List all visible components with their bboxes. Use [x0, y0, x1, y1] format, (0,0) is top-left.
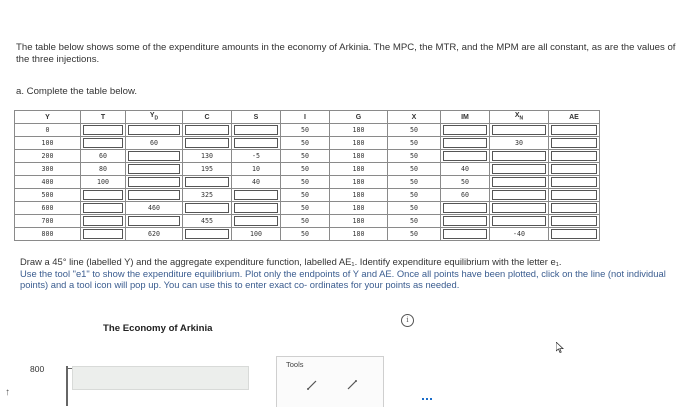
- instruction-line-2: Use the tool "e1" to show the expenditure equilibrium. Plot only the endpoints of Y and AE. Once all points have been plotted, click on the line (not individual points) and a tool icon will pop up. You can use this to enter exact co- ordinates for your points as needed.: [20, 267, 666, 290]
- answer-input-cell[interactable]: [490, 150, 549, 163]
- table-cell: 180: [330, 124, 388, 137]
- answer-input-cell[interactable]: [126, 124, 183, 137]
- answer-input-cell[interactable]: [232, 137, 281, 150]
- table-cell: 50: [388, 215, 441, 228]
- answer-input-cell[interactable]: [441, 215, 490, 228]
- answer-input-cell[interactable]: [549, 150, 600, 163]
- column-header-1: T: [81, 111, 126, 124]
- table-cell: 50: [388, 124, 441, 137]
- table-cell: 50: [388, 228, 441, 241]
- table-row: [15, 189, 600, 202]
- table-row: [15, 124, 600, 137]
- column-header-9: $X_N$: [490, 111, 549, 124]
- answer-input-cell[interactable]: [81, 202, 126, 215]
- answer-input-cell[interactable]: [81, 228, 126, 241]
- answer-input-cell[interactable]: [81, 124, 126, 137]
- table-cell: -40: [490, 228, 549, 241]
- answer-input-cell[interactable]: [183, 124, 232, 137]
- table-row: [15, 137, 600, 150]
- column-header-10: AE: [549, 111, 600, 124]
- table-cell: 180: [330, 137, 388, 150]
- answer-input-cell[interactable]: [232, 202, 281, 215]
- answer-input-cell[interactable]: [549, 215, 600, 228]
- answer-input-cell[interactable]: [549, 124, 600, 137]
- answer-input-cell[interactable]: [232, 124, 281, 137]
- table-cell: 50: [281, 215, 330, 228]
- answer-input-cell[interactable]: [81, 137, 126, 150]
- line-tool-2-icon[interactable]: [342, 376, 362, 394]
- table-cell: 180: [330, 215, 388, 228]
- answer-input-cell[interactable]: [549, 189, 600, 202]
- table-row: [15, 202, 600, 215]
- expenditure-table: [14, 110, 600, 241]
- table-cell: 620: [126, 228, 183, 241]
- table-cell: 50: [281, 189, 330, 202]
- intro-text: The table below shows some of the expenditure amounts in the economy of Arkinia. The MPC, the MTR, and the MPM are all constant, as are the values of the three injections.: [16, 42, 676, 65]
- answer-input-cell[interactable]: [126, 215, 183, 228]
- column-header-7: X: [388, 111, 441, 124]
- table-cell: 50: [388, 150, 441, 163]
- y-axis: [66, 366, 68, 406]
- table-cell: 50: [281, 124, 330, 137]
- table-cell: 180: [330, 150, 388, 163]
- column-header-4: S: [232, 111, 281, 124]
- table-cell: 50: [281, 163, 330, 176]
- table-cell: 0: [15, 124, 81, 137]
- answer-input-cell[interactable]: [441, 150, 490, 163]
- answer-input-cell[interactable]: [549, 176, 600, 189]
- answer-input-cell[interactable]: [549, 137, 600, 150]
- table-cell: 180: [330, 163, 388, 176]
- table-cell: 40: [441, 163, 490, 176]
- table-row: [15, 228, 600, 241]
- answer-input-cell[interactable]: [490, 163, 549, 176]
- answer-input-cell[interactable]: [81, 189, 126, 202]
- table-row: [15, 150, 600, 163]
- answer-input-cell[interactable]: [126, 150, 183, 163]
- table-cell: 180: [330, 176, 388, 189]
- y-axis-arrow-icon: ↑: [5, 387, 10, 398]
- column-header-5: I: [281, 111, 330, 124]
- table-cell: 50: [388, 163, 441, 176]
- column-header-2: $Y_D$: [126, 111, 183, 124]
- column-header-8: IM: [441, 111, 490, 124]
- table-cell: 80: [81, 163, 126, 176]
- answer-input-cell[interactable]: [490, 215, 549, 228]
- table-cell: 180: [330, 189, 388, 202]
- column-header-3: C: [183, 111, 232, 124]
- line-tool-icon[interactable]: [302, 376, 322, 394]
- answer-input-cell[interactable]: [549, 228, 600, 241]
- table-cell: 50: [388, 202, 441, 215]
- answer-input-cell[interactable]: [232, 189, 281, 202]
- info-icon[interactable]: i: [401, 314, 414, 327]
- table-cell: 100: [232, 228, 281, 241]
- table-cell: 700: [15, 215, 81, 228]
- table-cell: 600: [15, 202, 81, 215]
- table-row: [15, 215, 600, 228]
- graph-area[interactable]: [72, 366, 249, 390]
- mouse-cursor-icon: [556, 342, 564, 356]
- tools-label: Tools: [286, 360, 304, 369]
- table-cell: 50: [441, 176, 490, 189]
- table-cell: 50: [388, 176, 441, 189]
- table-cell: 325: [183, 189, 232, 202]
- answer-input-cell[interactable]: [126, 163, 183, 176]
- answer-input-cell[interactable]: [126, 176, 183, 189]
- table-cell: 300: [15, 163, 81, 176]
- answer-input-cell[interactable]: [183, 137, 232, 150]
- column-header-0: Y: [15, 111, 81, 124]
- table-cell: 195: [183, 163, 232, 176]
- table-cell: 200: [15, 150, 81, 163]
- table-cell: 50: [281, 137, 330, 150]
- table-cell: 50: [281, 228, 330, 241]
- answer-input-cell[interactable]: [183, 202, 232, 215]
- answer-input-cell[interactable]: [441, 228, 490, 241]
- table-cell: 50: [281, 150, 330, 163]
- table-cell: 180: [330, 202, 388, 215]
- table-cell: 100: [15, 137, 81, 150]
- table-cell: 50: [281, 176, 330, 189]
- table-cell: 50: [388, 137, 441, 150]
- answer-input-cell[interactable]: [183, 176, 232, 189]
- answer-input-cell[interactable]: [441, 137, 490, 150]
- table-cell: 400: [15, 176, 81, 189]
- table-cell: 100: [81, 176, 126, 189]
- table-cell: 460: [126, 202, 183, 215]
- table-cell: 130: [183, 150, 232, 163]
- answer-input-cell[interactable]: [490, 202, 549, 215]
- table-cell: -5: [232, 150, 281, 163]
- table-row: [15, 163, 600, 176]
- answer-input-cell[interactable]: [490, 124, 549, 137]
- answer-input-cell[interactable]: [232, 215, 281, 228]
- table-cell: 50: [388, 189, 441, 202]
- answer-input-cell[interactable]: [490, 176, 549, 189]
- answer-input-cell[interactable]: [183, 228, 232, 241]
- answer-input-cell[interactable]: [126, 189, 183, 202]
- table-cell: 50: [281, 202, 330, 215]
- table-cell: 455: [183, 215, 232, 228]
- table-cell: 10: [232, 163, 281, 176]
- table-cell: 40: [232, 176, 281, 189]
- answer-input-cell[interactable]: [490, 189, 549, 202]
- table-cell: 60: [81, 150, 126, 163]
- table-row: [15, 176, 600, 189]
- answer-input-cell[interactable]: [441, 202, 490, 215]
- answer-input-cell[interactable]: [549, 202, 600, 215]
- y-axis-top-label: 800: [30, 364, 45, 374]
- answer-input-cell[interactable]: [81, 215, 126, 228]
- table-cell: 180: [330, 228, 388, 241]
- answer-input-cell[interactable]: [441, 124, 490, 137]
- part-a-label: a. Complete the table below.: [16, 86, 138, 97]
- table-cell: 60: [126, 137, 183, 150]
- table-cell: 500: [15, 189, 81, 202]
- answer-input-cell[interactable]: [549, 163, 600, 176]
- chart-title: The Economy of Arkinia: [103, 323, 213, 334]
- instruction-line-1: Draw a 45° line (labelled Y) and the aggregate expenditure function, labelled AE₁. Identify expenditure equilibrium with the letter e₁.: [20, 256, 562, 267]
- loading-indicator: [422, 398, 432, 404]
- table-header-row: [15, 111, 600, 124]
- table-cell: 30: [490, 137, 549, 150]
- instructions: [20, 256, 685, 291]
- table-cell: 60: [441, 189, 490, 202]
- table-cell: 800: [15, 228, 81, 241]
- column-header-6: G: [330, 111, 388, 124]
